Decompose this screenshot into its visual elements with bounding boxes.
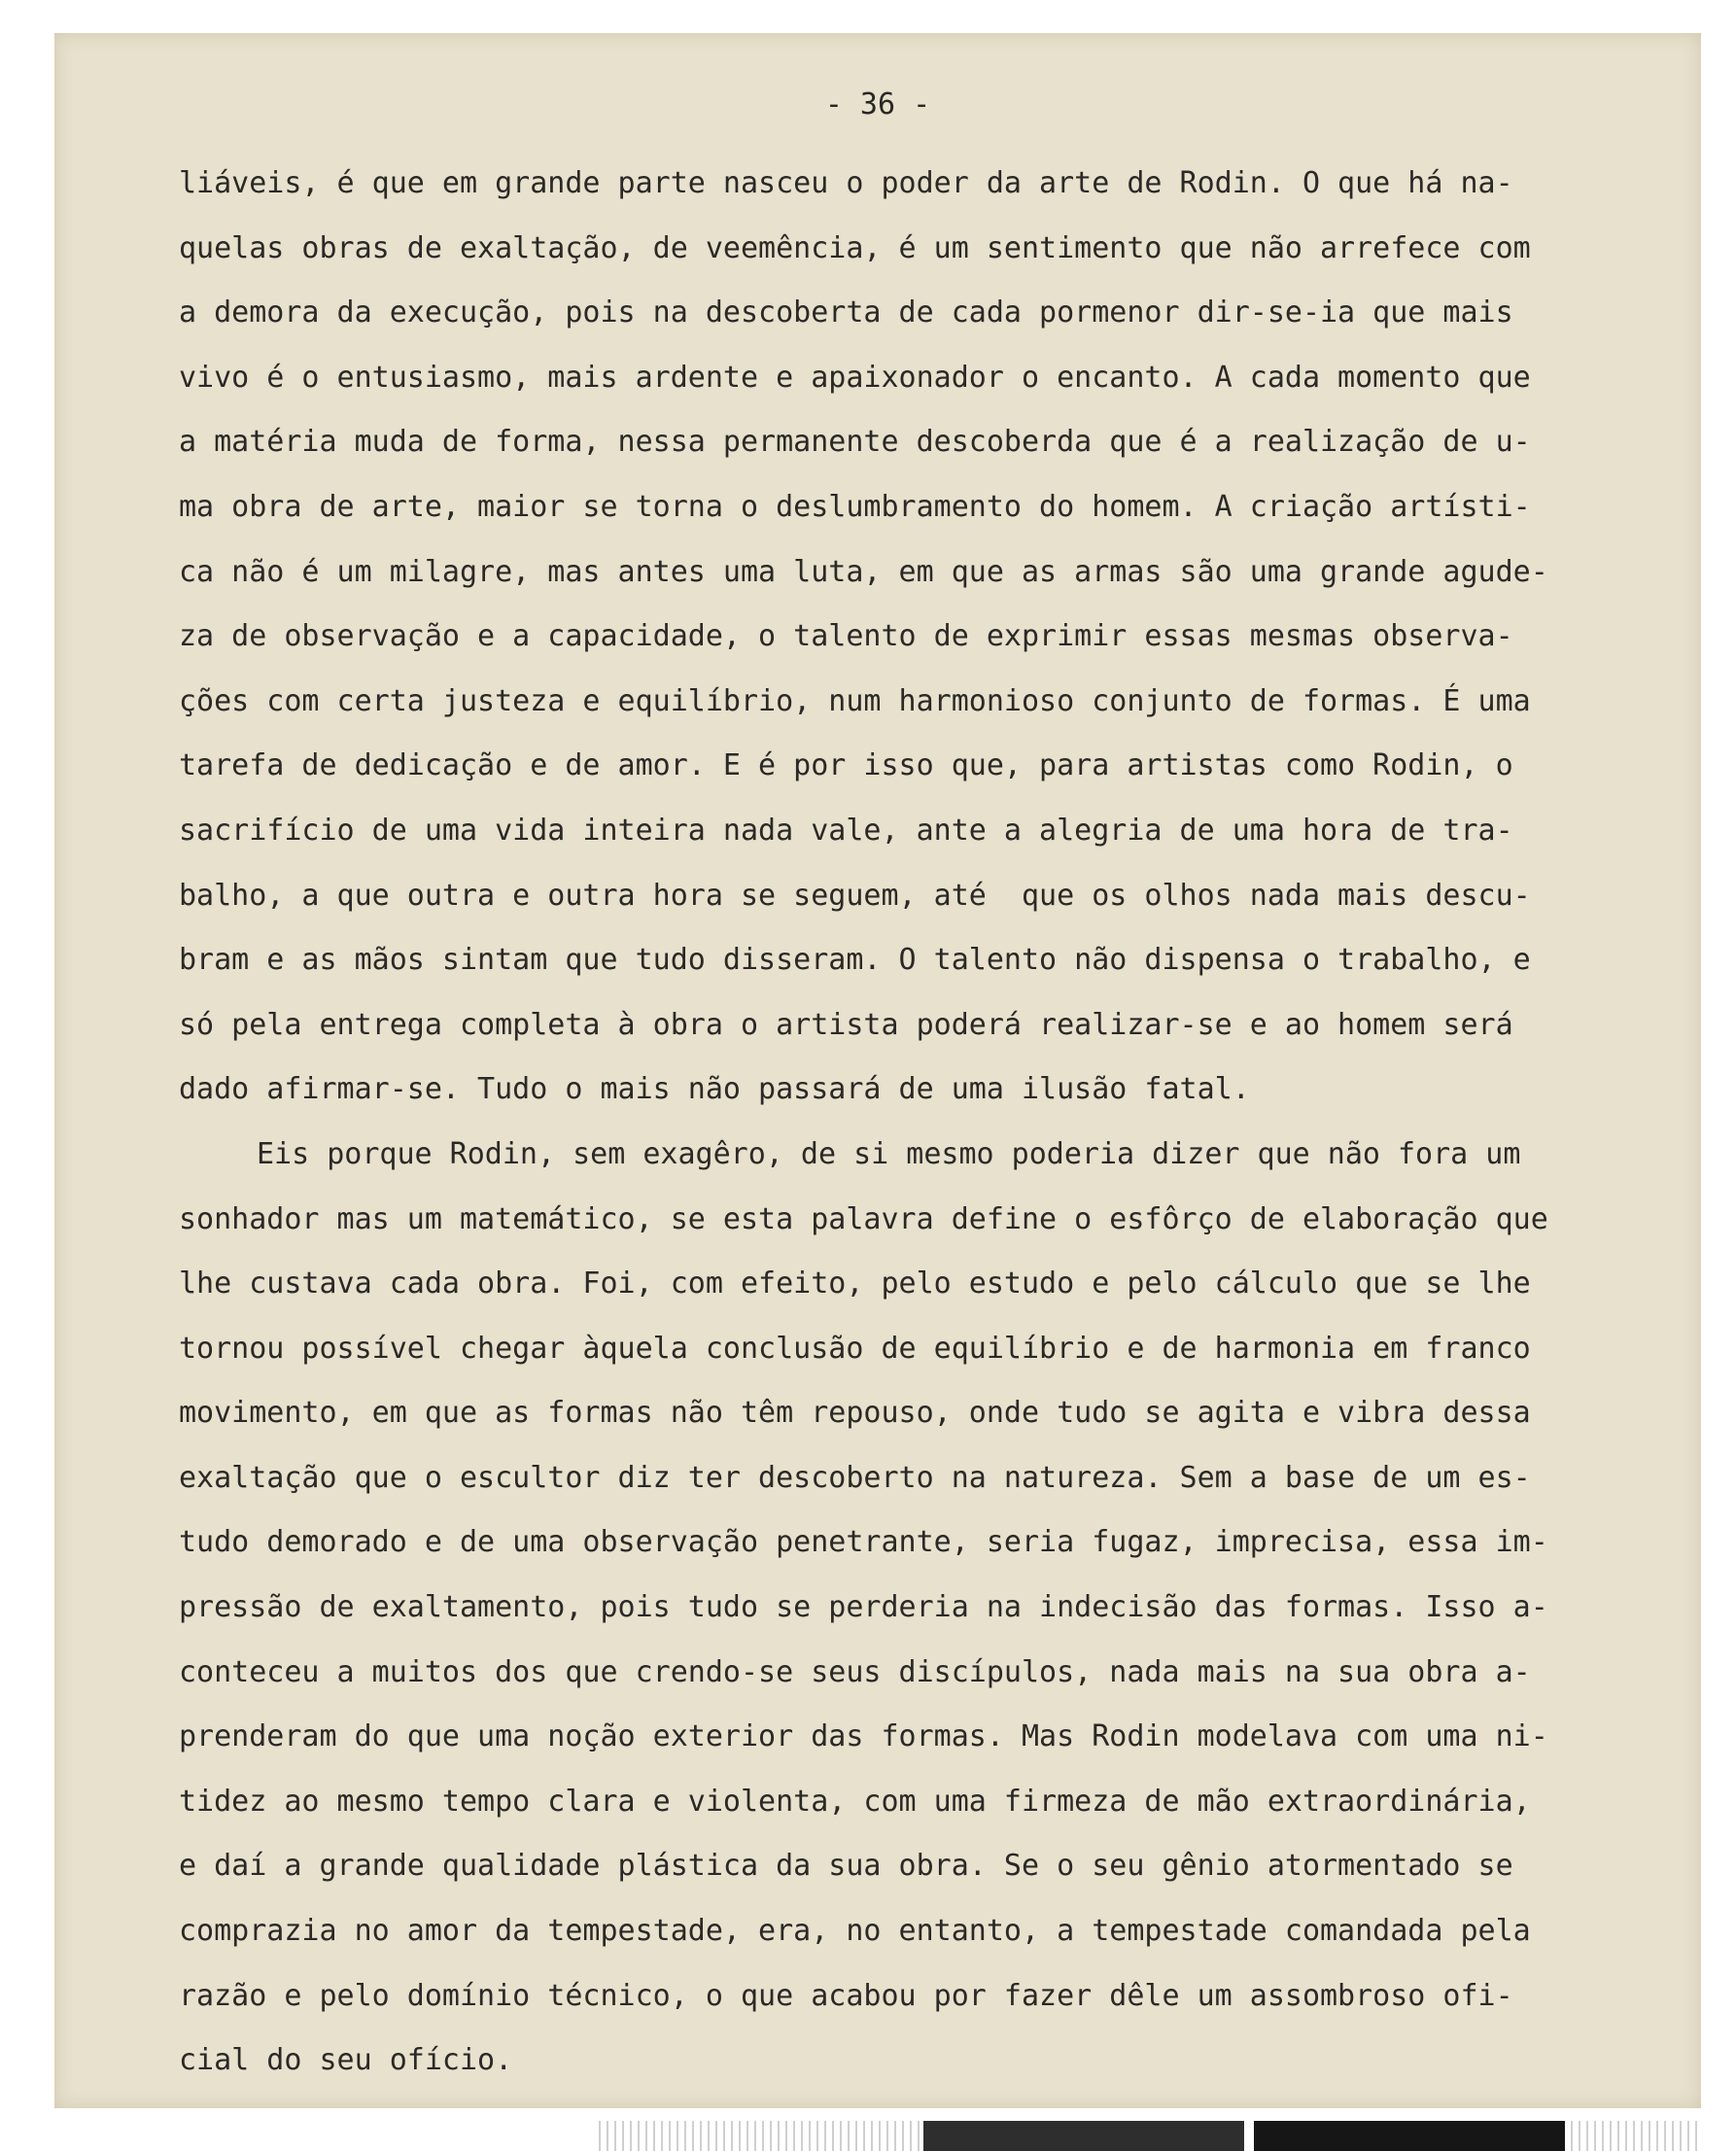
typewritten-page xyxy=(54,33,1701,2108)
page-number: - 36 - xyxy=(824,87,931,121)
calibration-segment xyxy=(593,2121,923,2151)
calibration-segment xyxy=(1244,2121,1254,2151)
text-line: bram e as mãos sintam que tudo disseram. O talento não dispensa o trabalho, e xyxy=(179,943,1531,978)
text-line: za de observação e a capacidade, o talento de exprimir essas mesmas observa- xyxy=(179,619,1513,654)
text-line: razão e pelo domínio técnico, o que acabou por fazer dêle um assombroso ofi- xyxy=(179,1978,1513,2013)
text-line: sonhador mas um matemático, se esta palavra define o esfôrço de elaboração que xyxy=(179,1201,1548,1236)
text-line: tarefa de dedicação e de amor. E é por isso que, para artistas como Rodin, o xyxy=(179,748,1513,783)
calibration-segment xyxy=(1254,2121,1565,2151)
text-line: a demora da execução, pois na descoberta de cada pormenor dir-se-ia que mais xyxy=(179,295,1513,330)
text-line: vivo é o entusiasmo, mais ardente e apaixonador o encanto. A cada momento que xyxy=(179,360,1531,395)
text-line: ções com certa justeza e equilíbrio, num harmonioso conjunto de formas. É uma xyxy=(179,683,1531,718)
text-line: quelas obras de exaltação, de veemência, é um sentimento que não arrefece com xyxy=(179,230,1531,265)
text-line: dado afirmar-se. Tudo o mais não passará de uma ilusão fatal. xyxy=(179,1072,1250,1107)
text-line: exaltação que o escultor diz ter descoberto na natureza. Sem a base de um es- xyxy=(179,1460,1531,1495)
text-line: lhe custava cada obra. Foi, com efeito, pelo estudo e pelo cálculo que se lhe xyxy=(179,1266,1531,1301)
text-line: comprazia no amor da tempestade, era, no entanto, a tempestade comandada pela xyxy=(179,1914,1531,1949)
text-line: conteceu a muitos dos que crendo-se seus discípulos, nada mais na sua obra a- xyxy=(179,1654,1531,1689)
scan-calibration-bar xyxy=(593,2121,1701,2151)
calibration-segment xyxy=(923,2121,1244,2151)
body-text xyxy=(179,152,1734,2094)
text-line: só pela entrega completa à obra o artista poderá realizar-se e ao homem será xyxy=(179,1007,1513,1042)
text-line: Eis porque Rodin, sem exagêro, de si mesmo poderia dizer que não fora um xyxy=(257,1136,1521,1171)
text-line: prenderam do que uma noção exterior das formas. Mas Rodin modelava com uma ni- xyxy=(179,1719,1548,1754)
text-line: tudo demorado e de uma observação penetrante, seria fugaz, imprecisa, essa im- xyxy=(179,1525,1548,1560)
text-line: e daí a grande qualidade plástica da sua obra. Se o seu gênio atormentado se xyxy=(179,1849,1513,1884)
text-line: sacrifício de uma vida inteira nada vale, ante a alegria de uma hora de tra- xyxy=(179,813,1513,848)
text-line: liáveis, é que em grande parte nasceu o poder da arte de Rodin. O que há na- xyxy=(179,166,1513,200)
text-line: cial do seu ofício. xyxy=(179,2043,513,2078)
text-line: tornou possível chegar àquela conclusão de equilíbrio e de harmonia em franco xyxy=(179,1331,1531,1366)
text-line: a matéria muda de forma, nessa permanente descoberda que é a realização de u- xyxy=(179,425,1531,460)
text-line: movimento, em que as formas não têm repouso, onde tudo se agita e vibra dessa xyxy=(179,1396,1531,1431)
text-line: tidez ao mesmo tempo clara e violenta, com uma firmeza de mão extraordinária, xyxy=(179,1784,1531,1819)
calibration-segment xyxy=(1565,2121,1701,2151)
text-line: ma obra de arte, maior se torna o deslumbramento do homem. A criação artísti- xyxy=(179,489,1531,524)
text-line: balho, a que outra e outra hora se seguem, até que os olhos nada mais descu- xyxy=(179,878,1531,913)
text-line: ca não é um milagre, mas antes uma luta, em que as armas são uma grande agude- xyxy=(179,554,1548,589)
text-line: pressão de exaltamento, pois tudo se perderia na indecisão das formas. Isso a- xyxy=(179,1590,1548,1625)
